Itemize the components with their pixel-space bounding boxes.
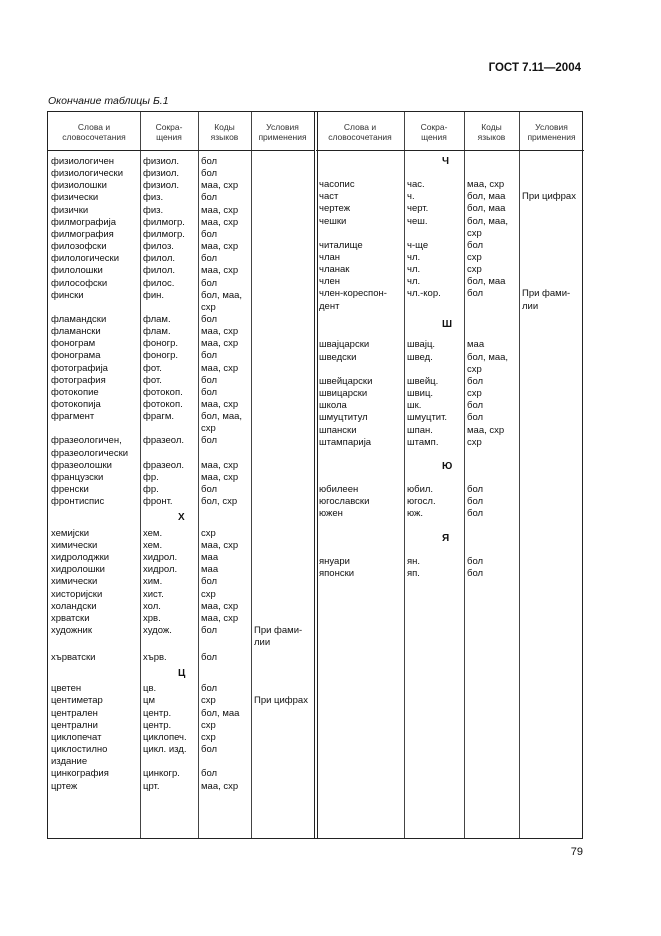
- abbreviation-cell: филоз.: [143, 241, 174, 253]
- section-letter: Ч: [442, 156, 450, 167]
- usage-condition-cell: лии: [522, 300, 539, 312]
- abbreviation-cell: физиол.: [143, 180, 180, 192]
- language-codes-cell: бол: [201, 744, 218, 756]
- header-line: применения: [527, 132, 576, 142]
- word-cell: цветен: [51, 683, 82, 695]
- language-codes-cell: бол: [201, 156, 218, 167]
- language-codes-cell: маа, схр: [201, 471, 239, 483]
- language-codes-cell: маа, схр: [201, 399, 239, 410]
- language-codes-cell: схр: [467, 264, 482, 276]
- word-cell: филмография: [51, 228, 114, 240]
- word-cell: филозофски: [51, 241, 107, 253]
- abbreviation-cell: фот.: [143, 362, 162, 374]
- left-header-word: [48, 122, 140, 142]
- language-codes-cell: схр: [201, 301, 216, 313]
- word-cell: централни: [51, 719, 98, 731]
- language-codes-cell: бол: [201, 768, 218, 780]
- language-codes-cell: схр: [467, 227, 482, 239]
- language-codes-cell: маа, схр: [201, 539, 239, 551]
- language-codes-cell: бол: [201, 624, 218, 636]
- abbreviation-cell: хим.: [143, 576, 163, 588]
- right-header-usage-condition: [519, 122, 584, 142]
- usage-condition-cell: При фами-: [254, 624, 303, 636]
- abbreviation-cell: хем.: [143, 527, 163, 539]
- right-header-abbreviation: [404, 122, 464, 142]
- word-cell: дент: [319, 300, 340, 312]
- word-cell: член-кореспон-: [319, 288, 387, 300]
- abbreviation-cell: юж.: [407, 508, 424, 520]
- abbreviation-cell: фоногр.: [143, 350, 179, 362]
- word-cell: философски: [51, 277, 108, 289]
- left-header-rule: [48, 150, 314, 151]
- language-codes-cell: схр: [201, 588, 216, 600]
- language-codes-cell: маа: [467, 339, 485, 351]
- language-codes-cell: схр: [467, 436, 482, 448]
- header-line: Коды: [214, 122, 235, 132]
- abbreviation-cell: цв.: [143, 683, 157, 695]
- language-codes-cell: бол: [201, 374, 218, 386]
- abbreviation-cell: швајц.: [407, 339, 436, 351]
- abbreviation-cell: фот.: [143, 374, 162, 386]
- language-codes-cell: бол: [201, 277, 218, 289]
- language-codes-cell: бол: [201, 168, 218, 180]
- header-line: языков: [210, 132, 239, 142]
- language-codes-cell: бол: [467, 288, 484, 300]
- abbreviation-cell: флам.: [143, 326, 171, 338]
- abbreviation-cell: ч-ще: [407, 239, 429, 251]
- word-cell: швајцарски: [319, 339, 370, 351]
- abbreviation-cell: фотокоп.: [143, 399, 183, 410]
- word-cell: юбилеен: [319, 484, 359, 496]
- language-codes-cell: схр: [201, 719, 216, 731]
- section-letter: Я: [442, 532, 450, 544]
- word-cell: фразеологичен,: [51, 435, 122, 447]
- language-codes-cell: схр: [201, 527, 216, 539]
- language-codes-cell: бол: [201, 484, 218, 496]
- language-codes-cell: бол: [201, 253, 218, 265]
- section-letter: Ю: [442, 460, 453, 472]
- header-line: Слова и: [77, 122, 111, 132]
- language-codes-cell: бол, маа,: [467, 351, 509, 363]
- abbreviation-cell: филол.: [143, 265, 176, 277]
- language-codes-cell: бол: [201, 651, 218, 663]
- word-cell: член: [319, 276, 341, 288]
- word-cell: шведски: [319, 351, 357, 363]
- table-half-divider: [314, 111, 318, 839]
- right-column-divider: [464, 112, 465, 838]
- abbreviation-cell: хем.: [143, 539, 163, 551]
- word-cell: фламански: [51, 326, 101, 338]
- abbreviation-cell: центр.: [143, 719, 172, 731]
- word-cell: чешки: [319, 215, 347, 227]
- right-header-word: [316, 122, 404, 142]
- word-cell: фразеологически: [51, 447, 129, 459]
- word-cell: част: [319, 191, 339, 203]
- abbreviation-cell: черт.: [407, 203, 429, 215]
- word-cell: японски: [319, 567, 355, 579]
- abbreviation-cell: яп.: [407, 567, 420, 579]
- word-cell: фотокопие: [51, 386, 99, 398]
- word-cell: часопис: [319, 179, 355, 191]
- abbreviation-cell: фр.: [143, 471, 159, 483]
- word-cell: школа: [319, 400, 347, 412]
- language-codes-cell: бол: [467, 412, 484, 424]
- language-codes-cell: бол: [201, 576, 218, 588]
- language-codes-cell: бол, маа,: [201, 411, 243, 423]
- header-line: щения: [421, 132, 447, 142]
- language-codes-cell: маа, схр: [467, 179, 505, 191]
- word-cell: физиологически: [51, 168, 124, 180]
- abbreviation-cell: цикл. изд.: [143, 744, 187, 756]
- word-cell: физически: [51, 192, 99, 204]
- language-codes-cell: маа, схр: [201, 612, 239, 624]
- language-codes-cell: маа, схр: [201, 265, 239, 277]
- header-line: Сокра-: [155, 122, 183, 132]
- abbreviation-cell: ч.: [407, 191, 415, 203]
- word-cell: чертеж: [319, 203, 351, 215]
- word-cell: физиологичен: [51, 156, 115, 167]
- standard-designation: ГОСТ 7.11—2004: [488, 62, 581, 74]
- abbreviation-cell: физиол.: [143, 156, 180, 167]
- header-line: Условия: [266, 122, 299, 132]
- word-cell: фински: [51, 289, 84, 301]
- right-column-divider: [404, 112, 405, 838]
- usage-condition-cell: При цифрах: [254, 695, 308, 707]
- abbreviation-cell: штамп.: [407, 436, 439, 448]
- language-codes-cell: бол: [201, 683, 218, 695]
- language-codes-cell: маа, схр: [201, 362, 239, 374]
- left-header-usage-condition: [251, 122, 314, 142]
- language-codes-cell: бол: [201, 228, 218, 240]
- language-codes-cell: бол: [467, 375, 484, 387]
- left-column-divider: [140, 112, 141, 838]
- word-cell: физички: [51, 204, 89, 216]
- language-codes-cell: маа: [201, 564, 219, 576]
- right-column-divider: [519, 112, 520, 838]
- language-codes-cell: маа, схр: [201, 338, 239, 350]
- word-cell: химически: [51, 576, 98, 588]
- abbreviation-cell: филмогр.: [143, 228, 185, 240]
- word-cell: фонограма: [51, 350, 101, 362]
- header-line: щения: [156, 132, 182, 142]
- abbreviation-cell: час.: [407, 179, 425, 191]
- language-codes-cell: маа, схр: [201, 180, 239, 192]
- right-header-language-codes: [464, 122, 519, 142]
- word-cell: фотографија: [51, 362, 108, 374]
- abbreviation-cell: фразеол.: [143, 435, 185, 447]
- abbreviation-cell: фотокоп.: [143, 386, 183, 398]
- language-codes-cell: бол: [467, 484, 484, 496]
- word-cell: фрагмент: [51, 411, 95, 423]
- word-cell: фотография: [51, 374, 106, 386]
- abbreviation-cell: чл.: [407, 251, 421, 263]
- abbreviation-cell: ян.: [407, 555, 421, 567]
- abbreviation-cell: филмогр.: [143, 216, 185, 228]
- abbreviation-cell: фин.: [143, 289, 165, 301]
- word-cell: швицарски: [319, 388, 368, 400]
- language-codes-cell: бол: [467, 400, 484, 412]
- language-codes-cell: маа, схр: [201, 241, 239, 253]
- abbreviation-cell: хърв.: [143, 651, 167, 663]
- abbreviation-cell: чл.: [407, 264, 421, 276]
- section-letter: Ш: [442, 318, 453, 330]
- language-codes-cell: маа, схр: [201, 216, 239, 228]
- word-cell: штампарија: [319, 436, 372, 448]
- abbreviation-cell: хрв.: [143, 612, 161, 624]
- abbreviation-cell: физ.: [143, 204, 164, 216]
- language-codes-cell: бол: [467, 555, 484, 567]
- abbreviation-cell: хидрол.: [143, 564, 178, 576]
- language-codes-cell: маа, схр: [467, 424, 505, 436]
- header-line: Слова и: [343, 122, 377, 132]
- abbreviation-cell: фрагм.: [143, 411, 175, 423]
- abbreviation-cell: хол.: [143, 600, 161, 612]
- abbreviation-cell: хидрол.: [143, 552, 178, 564]
- language-codes-cell: бол, маа,: [467, 215, 509, 227]
- section-letter: Ц: [178, 667, 186, 679]
- abbreviation-cell: швед.: [407, 351, 433, 363]
- language-codes-cell: маа: [201, 552, 219, 564]
- language-codes-cell: бол, маа: [467, 276, 506, 288]
- word-cell: хемијски: [51, 527, 90, 539]
- left-column-divider: [251, 112, 252, 838]
- language-codes-cell: бол: [201, 313, 218, 325]
- abbreviation-cell: центр.: [143, 707, 172, 719]
- language-codes-cell: схр: [201, 423, 216, 435]
- word-cell: хисторијски: [51, 588, 103, 600]
- usage-condition-cell: При фами-: [522, 288, 571, 300]
- word-cell: френски: [51, 484, 89, 496]
- word-cell: фразеолошки: [51, 459, 112, 471]
- header-line: языков: [477, 132, 506, 142]
- language-codes-cell: схр: [467, 363, 482, 375]
- abbreviation-cell: цм: [143, 695, 155, 707]
- language-codes-cell: схр: [467, 251, 482, 263]
- abbreviation-cell: шпан.: [407, 424, 433, 436]
- word-cell: централен: [51, 707, 98, 719]
- word-cell: хидролоджки: [51, 552, 110, 564]
- usage-condition-cell: лии: [254, 637, 271, 649]
- abbreviation-cell: физиол.: [143, 168, 180, 180]
- language-codes-cell: схр: [201, 731, 216, 743]
- language-codes-cell: бол, схр: [201, 496, 238, 508]
- word-cell: шпански: [319, 424, 357, 436]
- word-cell: члан: [319, 251, 341, 263]
- header-line: Условия: [535, 122, 568, 132]
- abbreviation-cell: шк.: [407, 400, 422, 412]
- abbreviation-cell: швиц.: [407, 388, 434, 400]
- abbreviation-cell: циклопеч.: [143, 731, 187, 743]
- table-frame: [47, 111, 583, 839]
- header-line: Коды: [481, 122, 502, 132]
- word-cell: циклопечат: [51, 731, 102, 743]
- abbreviation-cell: физ.: [143, 192, 164, 204]
- abbreviation-cell: шмуцтит.: [407, 412, 448, 424]
- language-codes-cell: маа, схр: [201, 780, 239, 792]
- abbreviation-cell: флам.: [143, 313, 171, 325]
- table-caption: Окончание таблицы Б.1: [48, 95, 169, 107]
- word-cell: фонограм: [51, 338, 96, 350]
- language-codes-cell: схр: [467, 388, 482, 400]
- header-line: словосочетания: [328, 132, 392, 142]
- abbreviation-cell: фразеол.: [143, 459, 185, 471]
- word-cell: югославски: [319, 496, 370, 508]
- abbreviation-cell: филос.: [143, 277, 175, 289]
- abbreviation-cell: чл.-кор.: [407, 288, 441, 300]
- abbreviation-cell: филол.: [143, 253, 176, 265]
- language-codes-cell: бол: [201, 350, 218, 362]
- language-codes-cell: бол: [201, 435, 218, 447]
- word-cell: холандски: [51, 600, 97, 612]
- language-codes-cell: схр: [201, 695, 216, 707]
- header-line: словосочетания: [62, 132, 126, 142]
- abbreviation-cell: югосл.: [407, 496, 436, 508]
- abbreviation-cell: црт.: [143, 780, 160, 792]
- word-cell: физиолошки: [51, 180, 107, 192]
- language-codes-cell: бол, маа,: [201, 289, 243, 301]
- left-column-divider: [198, 112, 199, 838]
- word-cell: хърватски: [51, 651, 96, 663]
- abbreviation-cell: фоногр.: [143, 338, 179, 350]
- abbreviation-cell: чл.: [407, 276, 421, 288]
- language-codes-cell: бол: [467, 239, 484, 251]
- word-cell: цинкография: [51, 768, 109, 780]
- abbreviation-cell: хист.: [143, 588, 164, 600]
- language-codes-cell: бол: [201, 386, 218, 398]
- abbreviation-cell: юбил.: [407, 484, 434, 496]
- word-cell: швейцарски: [319, 375, 373, 387]
- language-codes-cell: бол: [467, 496, 484, 508]
- usage-condition-cell: При цифрах: [522, 191, 576, 203]
- page-number: 79: [570, 846, 583, 858]
- word-cell: хидролошки: [51, 564, 105, 576]
- word-cell: януари: [319, 555, 350, 567]
- left-header-language-codes: [198, 122, 251, 142]
- word-cell: южен: [319, 508, 343, 520]
- word-cell: циклостилно: [51, 744, 108, 756]
- word-cell: издание: [51, 756, 88, 768]
- word-cell: химически: [51, 539, 98, 551]
- left-header-abbreviation: [140, 122, 198, 142]
- section-letter: Х: [178, 511, 185, 523]
- right-header-rule: [316, 150, 584, 151]
- abbreviation-cell: цинкогр.: [143, 768, 180, 780]
- language-codes-cell: бол, маа: [467, 191, 506, 203]
- abbreviation-cell: чеш.: [407, 215, 428, 227]
- language-codes-cell: маа, схр: [201, 600, 239, 612]
- word-cell: фламандски: [51, 313, 107, 325]
- abbreviation-cell: фр.: [143, 484, 159, 496]
- language-codes-cell: бол, маа: [201, 707, 240, 719]
- language-codes-cell: бол, маа: [467, 203, 506, 215]
- language-codes-cell: маа, схр: [201, 326, 239, 338]
- word-cell: чланак: [319, 264, 350, 276]
- language-codes-cell: бол: [467, 508, 484, 520]
- word-cell: художник: [51, 624, 92, 636]
- word-cell: хрватски: [51, 612, 90, 624]
- word-cell: филмографија: [51, 216, 117, 228]
- word-cell: центиметар: [51, 695, 103, 707]
- word-cell: фронтиспис: [51, 496, 105, 508]
- word-cell: фотокопија: [51, 399, 101, 410]
- word-cell: филологически: [51, 253, 119, 265]
- word-cell: цртеж: [51, 780, 78, 792]
- abbreviation-cell: худож.: [143, 624, 172, 636]
- language-codes-cell: бол: [467, 567, 484, 579]
- abbreviation-cell: швейц.: [407, 375, 439, 387]
- abbreviation-cell: фронт.: [143, 496, 173, 508]
- header-line: применения: [258, 132, 307, 142]
- language-codes-cell: бол: [201, 192, 218, 204]
- word-cell: читалище: [319, 239, 363, 251]
- word-cell: филолошки: [51, 265, 103, 277]
- header-line: Сокра-: [420, 122, 448, 132]
- language-codes-cell: маа, схр: [201, 204, 239, 216]
- word-cell: французски: [51, 471, 104, 483]
- word-cell: шмуцтитул: [319, 412, 368, 424]
- language-codes-cell: маа, схр: [201, 459, 239, 471]
